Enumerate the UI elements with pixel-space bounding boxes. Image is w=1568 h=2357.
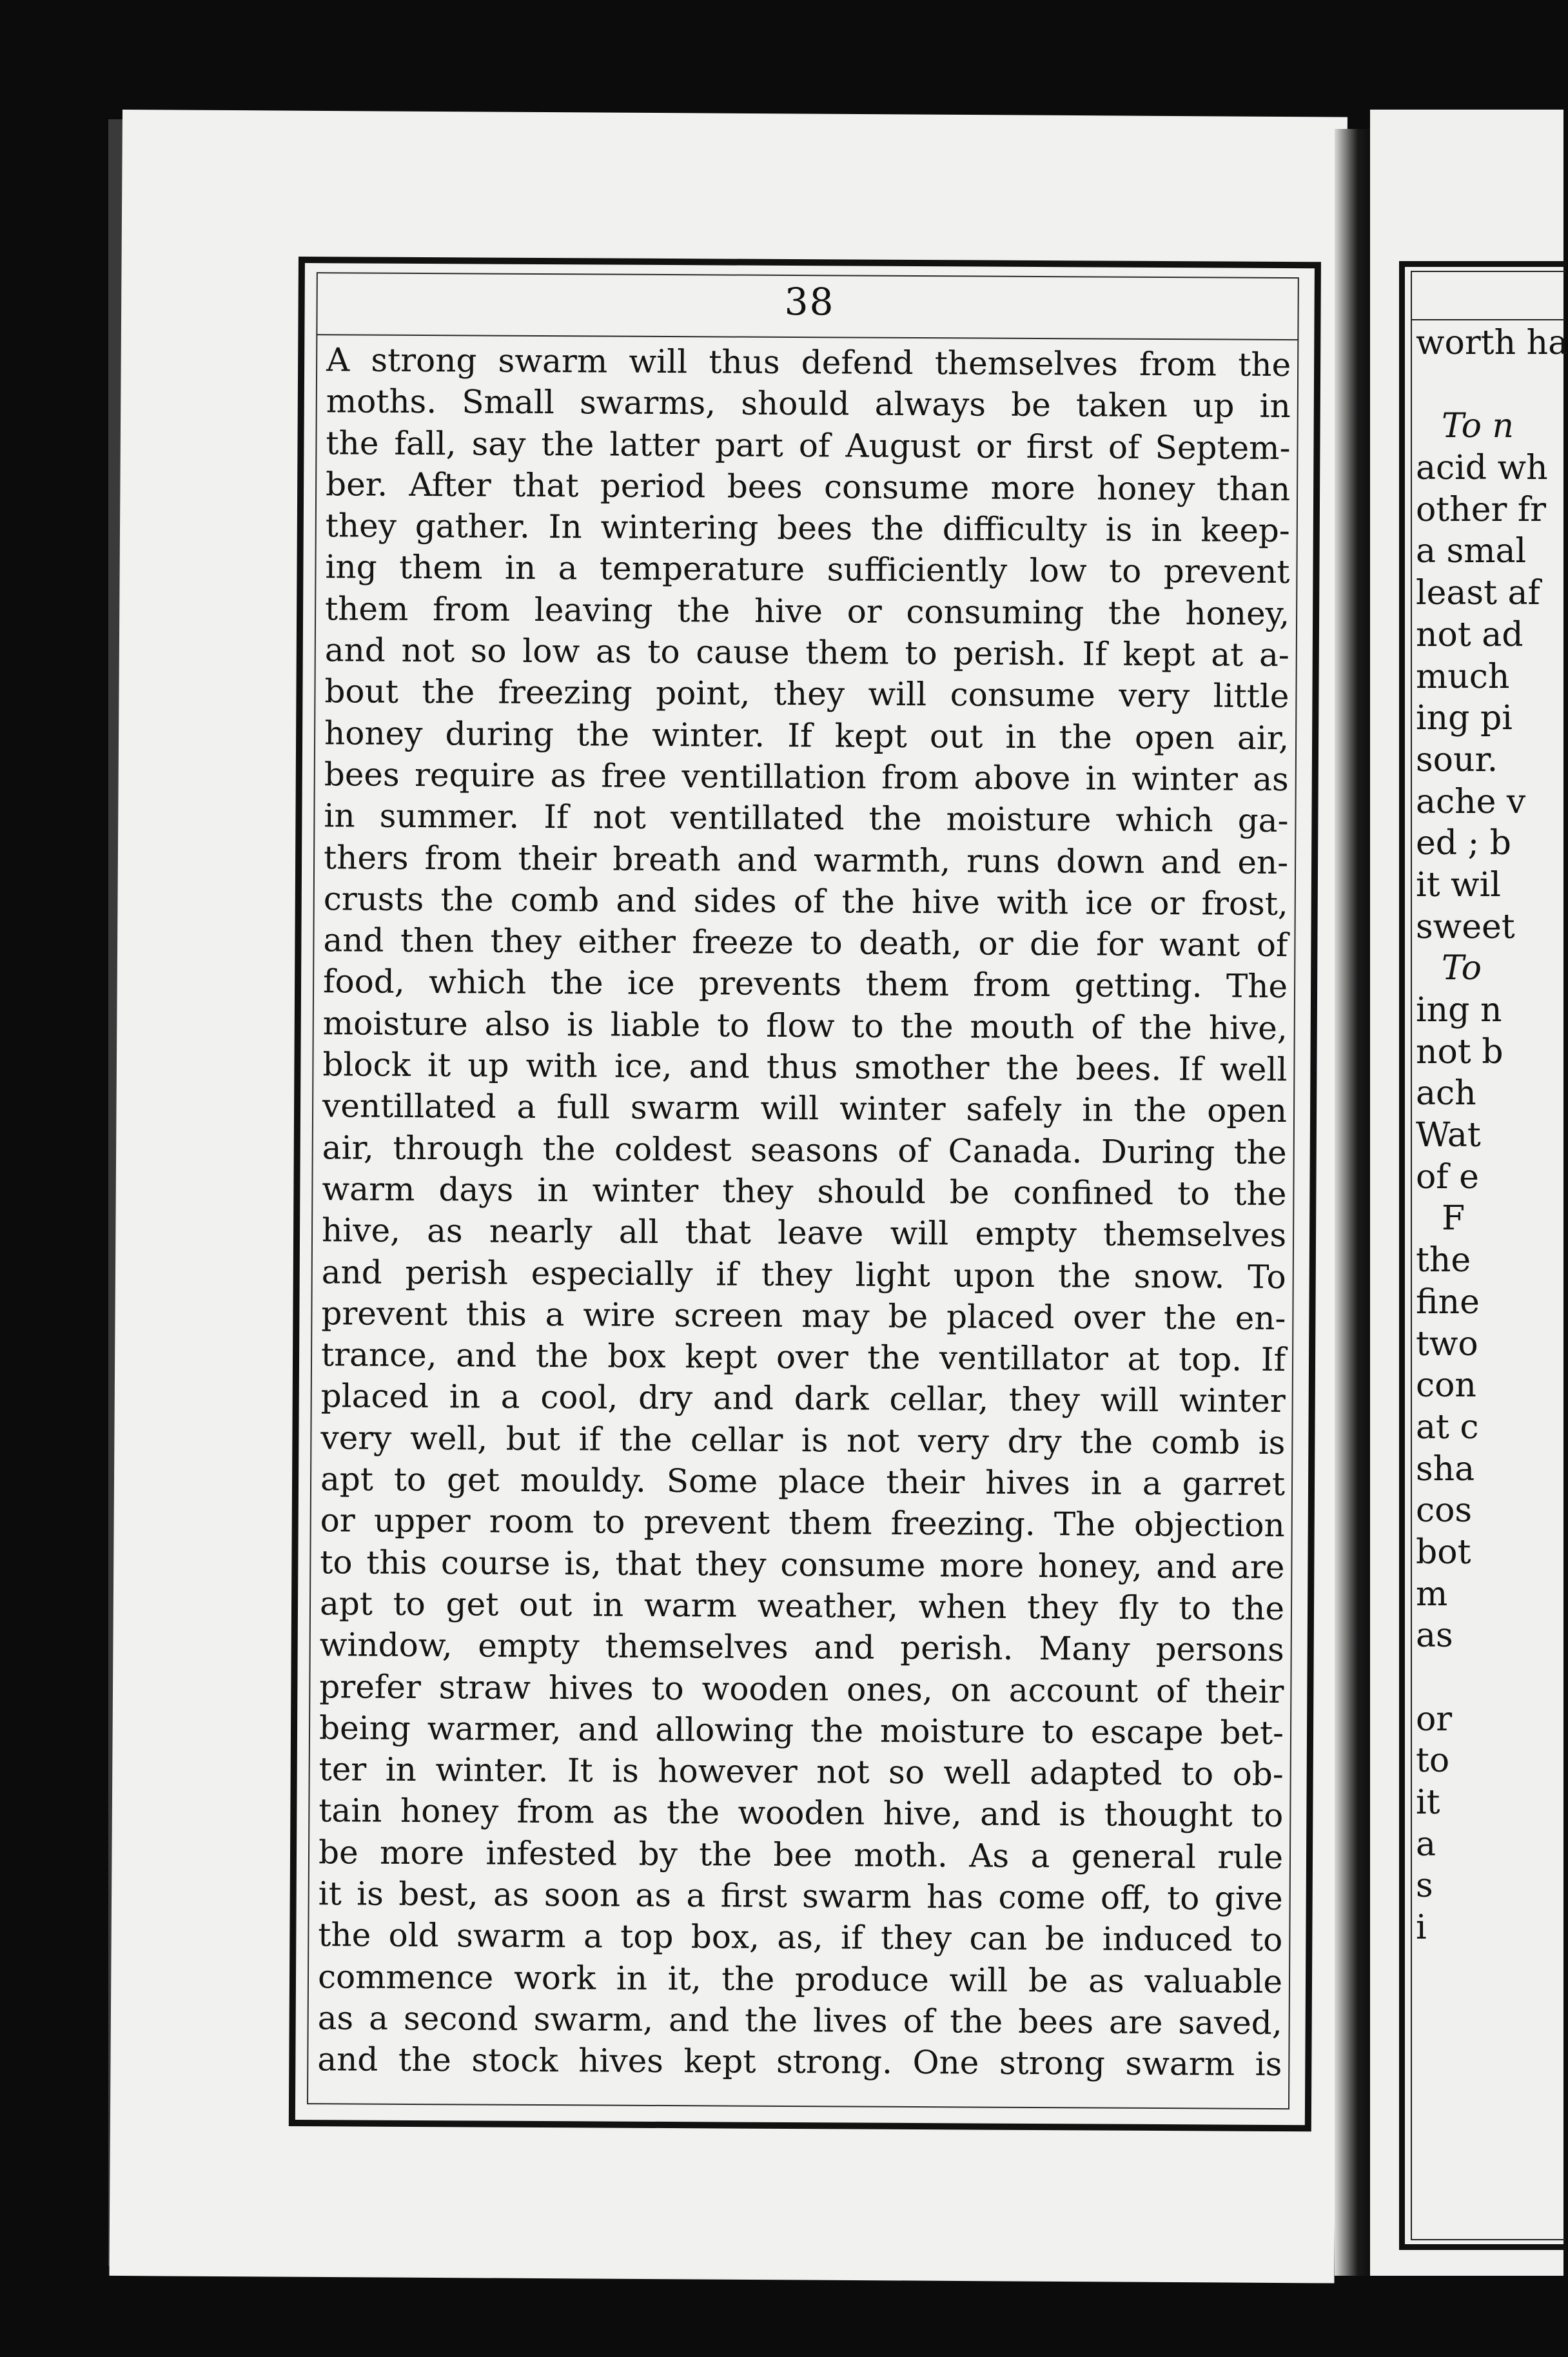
fragment-line — [1416, 364, 1564, 406]
fragment-line: cos — [1416, 1491, 1473, 1531]
text-line: ventillated a full swarm will winter safely in the open — [322, 1087, 1288, 1130]
fragment-line: worth ha — [1416, 324, 1568, 362]
text-line: prevent this a wire screen may be placed over the en- — [321, 1295, 1286, 1337]
text-line: they gather. In wintering bees the difficulty is in keep- — [325, 507, 1290, 550]
text-line: commence work in it, the produce will be as valuable — [317, 1957, 1283, 2000]
text-line: and then they either freeze to death, or die for want of — [323, 921, 1288, 964]
fragment-line: the — [1416, 1241, 1471, 1280]
text-line: or upper room to prevent them freezing. The objection — [320, 1501, 1285, 1545]
text-line: ing them in a temperature sufficiently low to prevent — [325, 548, 1290, 591]
text-line: trance, and the box kept over the ventillator at top. If — [320, 1336, 1286, 1379]
text-line: moths. Small swarms, should always be taken up in — [326, 382, 1291, 425]
fragment-line: at c — [1416, 1407, 1479, 1447]
text-line: tain honey from as the wooden hive, and is thought to — [318, 1792, 1284, 1835]
text-line: very well, but if the cellar is not very dry the comb is — [320, 1418, 1286, 1462]
text-line: be more infested by the bee moth. As a general rule — [318, 1833, 1284, 1876]
fragment-line: To n — [1442, 407, 1514, 446]
fragment-line: a smal — [1416, 532, 1527, 571]
fragment-line: Wat — [1416, 1116, 1481, 1155]
text-line: apt to get out in warm weather, when they fly to the — [319, 1585, 1285, 1627]
fragment-line: ed ; b — [1416, 824, 1511, 863]
fragment-line: s — [1416, 1866, 1433, 1906]
fragment-line: con — [1416, 1366, 1476, 1405]
fragment-line: or — [1416, 1699, 1453, 1739]
text-block-border — [289, 257, 1321, 2131]
text-line: in summer. If not ventillated the moisture which ga- — [324, 797, 1289, 840]
fragment-line: m — [1416, 1574, 1448, 1614]
body-text — [317, 339, 1291, 2085]
text-line: air, through the coldest seasons of Canada. During the — [322, 1128, 1287, 1171]
text-line: placed in a cool, dry and dark cellar, they will winter — [320, 1377, 1286, 1420]
fragment-line: ache v — [1416, 782, 1526, 821]
fragment-line: it — [1416, 1783, 1440, 1823]
fragment-line: ing n — [1416, 991, 1502, 1030]
text-line: bees require as free ventillation from above in winter as — [324, 756, 1289, 799]
fragment-line: sweet — [1416, 907, 1515, 946]
text-line: honey during the winter. If kept out in the open air, — [324, 714, 1289, 757]
fragment-line: fine — [1416, 1282, 1480, 1322]
text-line: moisture also is liable to flow to the mouth of the hive, — [322, 1004, 1288, 1047]
text-line: and not so low as to cause them to perish. If kept at a- — [324, 631, 1289, 674]
text-line: ter in winter. It is however not so well adapted to ob- — [318, 1750, 1284, 1794]
fragment-line: bot — [1416, 1532, 1471, 1572]
text-line: the old swarm a top box, as, if they can be induced to — [318, 1916, 1283, 1959]
fragment-line: sour. — [1416, 740, 1498, 779]
fragment-line: much — [1416, 657, 1510, 696]
text-line: bout the freezing point, they will consume very little — [324, 672, 1289, 716]
text-line: it is best, as soon as a first swarm has come off, to give — [318, 1875, 1283, 1918]
text-line: and perish especially if they light upon the snow. To — [321, 1253, 1286, 1296]
fragment-line: not ad — [1416, 615, 1524, 654]
fragment-line: two — [1416, 1324, 1478, 1364]
fragment-line: a — [1416, 1824, 1436, 1864]
text-line: prefer straw hives to wooden ones, on account of their — [319, 1667, 1284, 1710]
text-line: hive, as nearly all that leave will empty themselves — [321, 1211, 1287, 1255]
fragment-line: sha — [1416, 1449, 1475, 1489]
fragment-line: as — [1416, 1616, 1453, 1656]
text-line: thers from their breath and warmth, runs down and en- — [323, 838, 1289, 881]
right-page-header-rule — [1411, 319, 1565, 320]
page-number: 38 — [784, 279, 835, 324]
text-line: and the stock hives kept strong. One strong swarm is — [317, 2040, 1282, 2084]
text-line: to this course is, that they consume more honey, and are — [320, 1543, 1285, 1586]
text-line: apt to get mouldy. Some place their hives in a garret — [320, 1460, 1286, 1503]
text-line: food, which the ice prevents them from getting. The — [322, 963, 1288, 1006]
fragment-line: ing pi — [1416, 699, 1513, 738]
fragment-line: acid wh — [1416, 449, 1548, 488]
fragment-line: of e — [1416, 1157, 1479, 1197]
text-line: crusts the comb and sides of the hive with ice or frost, — [323, 880, 1288, 923]
fragment-line: to — [1416, 1741, 1450, 1781]
fragment-line: other fr — [1416, 490, 1546, 529]
text-line: window, empty themselves and perish. Many persons — [319, 1626, 1284, 1669]
text-line: block it up with ice, and thus smother the bees. If well — [322, 1046, 1288, 1089]
text-line: ber. After that period bees consume more honey than — [325, 465, 1291, 508]
text-line: them from leaving the hive or consuming the honey, — [324, 590, 1290, 632]
fragment-line: least af — [1416, 574, 1540, 613]
text-line: as a second swarm, and the lives of the bees are saved, — [317, 1999, 1282, 2042]
fragment-line: F — [1442, 1199, 1465, 1238]
text-line: being warmer, and allowing the moisture to escape bet- — [318, 1708, 1284, 1752]
right-page-text-fragment — [1416, 322, 1568, 1949]
text-line: A strong swarm will thus defend themselves from the — [326, 341, 1291, 384]
fragment-line: not b — [1416, 1032, 1504, 1071]
fragment-line — [1416, 1657, 1564, 1699]
fragment-line: it wil — [1416, 865, 1501, 905]
fragment-line: ach — [1416, 1074, 1476, 1113]
text-line: the fall, say the latter part of August or first of Septem- — [326, 424, 1291, 467]
fragment-line: i — [1416, 1908, 1427, 1948]
fragment-line: To — [1442, 949, 1482, 988]
book-gutter — [1335, 129, 1373, 2276]
text-line: warm days in winter they should be confined to the — [322, 1170, 1287, 1213]
